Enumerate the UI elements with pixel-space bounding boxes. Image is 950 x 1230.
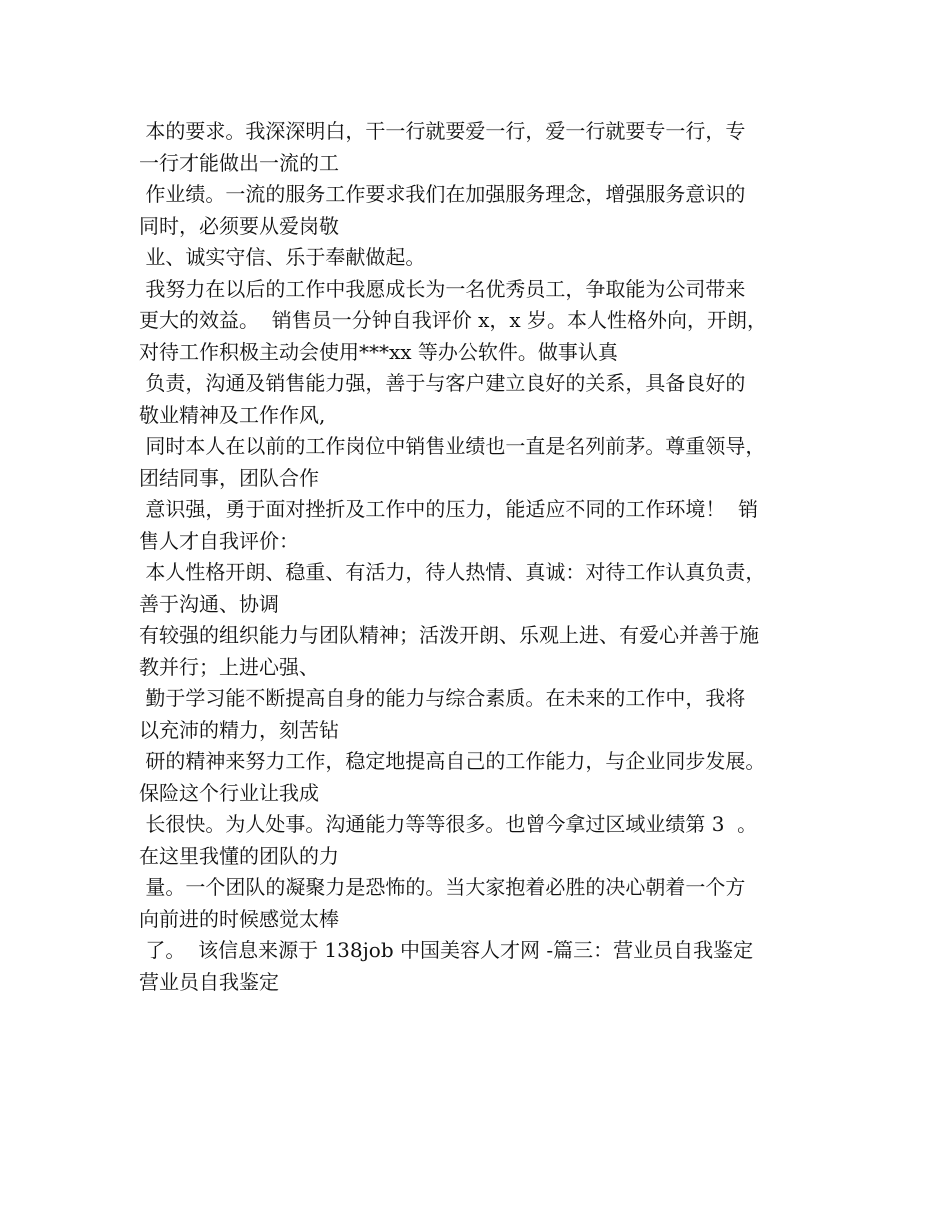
- text-line: 了。 该信息来源于 138job 中国美容人才网 -篇三：营业员自我鉴定: [139, 938, 754, 962]
- text-line: 以充沛的精力，刻苦钻: [139, 717, 339, 742]
- text-line: 我努力在以后的工作中我愿成长为一名优秀员工，争取能为公司带来: [139, 276, 746, 301]
- text-line: 一行才能做出一流的工: [139, 150, 339, 175]
- text-line: 同时，必须要从爱岗敬: [139, 213, 339, 238]
- text-line: 更大的效益。 销售员一分钟自我评价 x，x 岁。本人性格外向，开朗，: [139, 308, 767, 332]
- text-line: 勤于学习能不断提高自身的能力与综合素质。在未来的工作中，我将: [139, 686, 746, 710]
- text-line: 量。一个团队的凝聚力是恐怖的。当大家抱着必胜的决心朝着一个方: [139, 875, 746, 899]
- text-line: 教并行；上进心强、: [139, 654, 319, 679]
- text-line: 作业绩。一流的服务工作要求我们在加强服务理念，增强服务意识的: [139, 182, 746, 206]
- text-line: 本人性格开朗、稳重、有活力，待人热情、真诚：对待工作认真负责，: [139, 560, 766, 584]
- text-line: 敬业精神及工作作风,: [139, 402, 326, 427]
- document-body: [139, 116, 829, 998]
- text-line: 售人才自我评价：: [139, 528, 299, 553]
- text-line: 意识强，勇于面对挫折及工作中的压力，能适应不同的工作环境！ 销: [139, 497, 759, 521]
- text-line: 向前进的时候感觉太棒: [139, 906, 339, 931]
- text-line: 业、诚实守信、乐于奉献做起。: [139, 245, 426, 269]
- text-line: 在这里我懂的团队的力: [139, 843, 339, 868]
- text-line: 团结同事，团队合作: [139, 465, 319, 490]
- text-line: 本的要求。我深深明白，干一行就要爱一行，爱一行就要专一行，专: [139, 119, 746, 143]
- text-line: 负责，沟通及销售能力强，善于与客户建立良好的关系，具备良好的: [139, 371, 746, 395]
- text-line: 研的精神来努力工作，稳定地提高自己的工作能力，与企业同步发展。: [139, 749, 766, 773]
- text-line: 保险这个行业让我成: [139, 780, 319, 805]
- text-line: 善于沟通、协调: [139, 591, 279, 616]
- text-line: 长很快。为人处事。沟通能力等等很多。也曾今拿过区域业绩第 3 。: [139, 812, 758, 836]
- text-line: 有较强的组织能力与团队精神；活泼开朗、乐观上进、有爱心并善于施: [139, 623, 759, 647]
- text-line: 对待工作积极主动会使用***xx 等办公软件。做事认真: [139, 339, 618, 364]
- text-line: 同时本人在以前的工作岗位中销售业绩也一直是名列前茅。尊重领导，: [139, 434, 766, 458]
- text-line: 营业员自我鉴定: [139, 969, 279, 994]
